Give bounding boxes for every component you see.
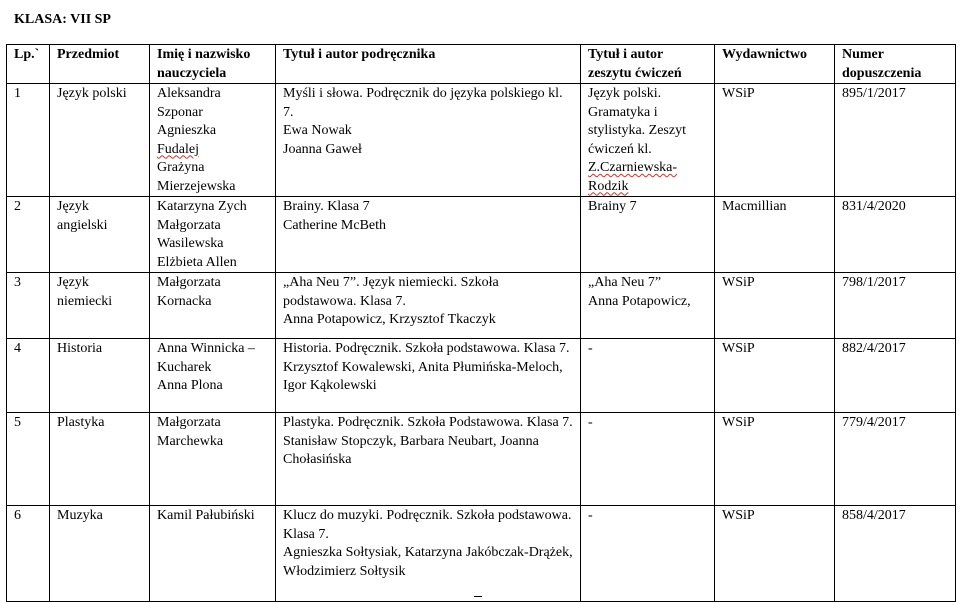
teacher-line: Małgorzata Marchewka [157, 415, 224, 449]
teacher-line: Grażyna Mierzejewska [157, 160, 236, 194]
cell-workbook [581, 413, 715, 506]
cell-teacher [150, 413, 276, 506]
workbook-line: - [588, 415, 593, 430]
cell-approval: 895/1/2017 [835, 84, 956, 197]
workbook-line: - [588, 508, 593, 523]
cell-teacher [150, 339, 276, 413]
table-row [7, 339, 956, 413]
cell-teacher [150, 197, 276, 273]
teacher-line: Agnieszka [157, 123, 217, 138]
textbook-line: Plastyka. Podręcznik. Szkoła Podstawowa. Klasa 7. [283, 415, 573, 430]
teacher-line: Fudalej [157, 141, 199, 157]
workbook-line: „Aha Neu 7” [588, 275, 662, 290]
cell-workbook [581, 273, 715, 339]
header-lp: Lp.` [7, 45, 50, 84]
cell-textbook [276, 506, 581, 602]
cell-subject: Muzyka [50, 506, 150, 602]
cell-subject: Język polski [50, 84, 150, 197]
cell-subject: Język angielski [50, 197, 150, 273]
textbook-line: Klucz do muzyki. Podręcznik. Szkoła podstawowa. Klasa 7. [283, 508, 572, 542]
table-row [7, 273, 956, 339]
header-row [7, 45, 956, 84]
workbook-line: Brainy 7 [588, 199, 637, 214]
cell-publisher: WSiP [715, 84, 835, 197]
teacher-line: Aleksandra Szponar [157, 86, 221, 120]
header-approval: Numer dopuszczenia [835, 45, 956, 84]
teacher-line: Małgorzata Kornacka [157, 275, 221, 309]
cell-approval: 831/4/2020 [835, 197, 956, 273]
cell-subject: Plastyka [50, 413, 150, 506]
class-title: KLASA: VII SP [14, 12, 111, 27]
cell-textbook [276, 84, 581, 197]
header-textbook: Tytuł i autor podręcznika [276, 45, 581, 84]
cell-lp: 1 [7, 84, 50, 197]
cell-approval: 798/1/2017 [835, 273, 956, 339]
cell-workbook [581, 197, 715, 273]
cell-textbook [276, 273, 581, 339]
teacher-line: Elżbieta Allen [157, 254, 237, 270]
textbook-line: Anna Potapowicz, Krzysztof Tkaczyk [283, 312, 496, 327]
cell-publisher: WSiP [715, 339, 835, 413]
header-teacher: Imię i nazwisko nauczyciela [150, 45, 276, 84]
cell-textbook [276, 339, 581, 413]
textbook-line: Myśli i słowa. Podręcznik do języka polskiego kl. 7. [283, 86, 563, 120]
cell-teacher [150, 273, 276, 339]
table-row [7, 84, 956, 197]
teacher-line: Anna Plona [157, 378, 223, 393]
textbook-table [6, 44, 956, 602]
cell-workbook [581, 506, 715, 602]
cell-subject: Język niemiecki [50, 273, 150, 339]
teacher-line: Katarzyna Zych [157, 199, 247, 214]
textbook-line: Joanna Gaweł [283, 141, 362, 157]
teacher-line: Kamil Pałubiński [157, 508, 255, 523]
cell-approval: 858/4/2017 [835, 506, 956, 602]
textbook-line: Agnieszka Sołtysiak, Katarzyna Jakóbczak-Drążek, Włodzimierz Sołtysik [283, 545, 573, 579]
workbook-line: - [588, 341, 593, 356]
textbook-line: „Aha Neu 7”. Język niemiecki. Szkoła podstawowa. Klasa 7. [283, 275, 499, 309]
table-row [7, 413, 956, 506]
cell-lp: 2 [7, 197, 50, 273]
table-row [7, 197, 956, 273]
textbook-line: Brainy. Klasa 7 [283, 199, 370, 214]
cell-publisher: WSiP [715, 413, 835, 506]
textbook-line: Catherine McBeth [283, 217, 387, 233]
cell-workbook [581, 339, 715, 413]
cell-publisher: Macmillian [715, 197, 835, 273]
cell-workbook [581, 84, 715, 197]
cell-textbook [276, 197, 581, 273]
textbook-line: Stanisław Stopczyk, Barbara Neubart, Joanna Chołasińska [283, 433, 539, 467]
cell-approval: 779/4/2017 [835, 413, 956, 506]
cell-textbook [276, 413, 581, 506]
cell-publisher: WSiP [715, 273, 835, 339]
workbook-line: Z.Czarniewska-Rodzik [588, 160, 678, 194]
teacher-line: Anna Winnicka –Kucharek [157, 341, 255, 375]
page-mark [474, 596, 482, 597]
teacher-line: Małgorzata Wasilewska [157, 217, 224, 251]
cell-lp: 5 [7, 413, 50, 506]
workbook-line: Anna Potapowicz, [588, 293, 691, 309]
cell-teacher [150, 506, 276, 602]
table-row [7, 506, 956, 602]
cell-publisher: WSiP [715, 506, 835, 602]
textbook-line: Krzysztof Kowalewski, Anita Płumińska-Meloch, Igor Kąkolewski [283, 359, 563, 393]
textbook-line: Ewa Nowak [283, 123, 352, 138]
cell-teacher [150, 84, 276, 197]
workbook-line: Język polski. Gramatyka i stylistyka. Zeszyt ćwiczeń kl. [588, 86, 686, 157]
cell-lp: 4 [7, 339, 50, 413]
cell-approval: 882/4/2017 [835, 339, 956, 413]
cell-subject: Historia [50, 339, 150, 413]
cell-lp: 3 [7, 273, 50, 339]
textbook-line: Historia. Podręcznik. Szkoła podstawowa. Klasa 7. [283, 341, 570, 356]
header-publisher: Wydawnictwo [715, 45, 835, 84]
header-workbook: Tytuł i autor zeszytu ćwiczeń [581, 45, 715, 84]
header-subject: Przedmiot [50, 45, 150, 84]
cell-lp: 6 [7, 506, 50, 602]
